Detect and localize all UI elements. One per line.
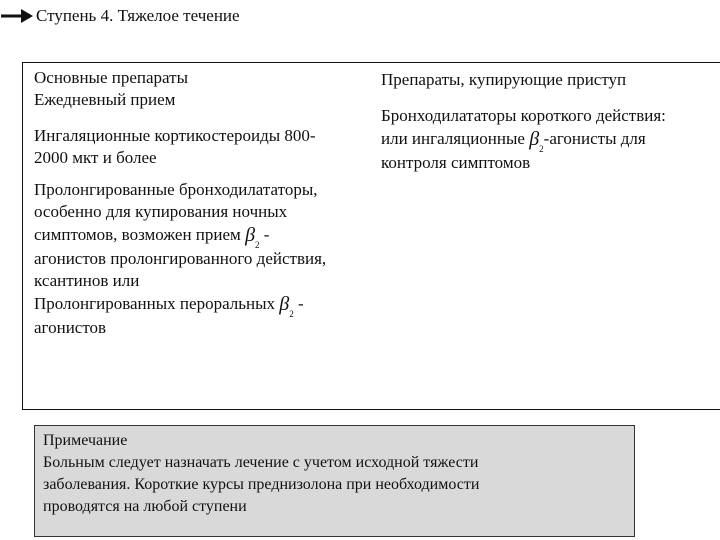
basic-drugs-column: [34, 67, 384, 339]
beta-subscript: 2: [289, 309, 294, 319]
note-text-line: заболевания. Короткие курсы преднизолона при необходимости: [43, 476, 480, 493]
basic-drugs-header: Основные препараты: [34, 68, 189, 87]
rescue-text-line: [381, 127, 720, 152]
ics-text-line: 2000 мкт и более: [34, 148, 157, 167]
laba-text-line: [34, 223, 384, 248]
oral-text-line: [34, 292, 384, 317]
laba-text-fragment: -: [263, 225, 270, 244]
treatment-table: [22, 62, 720, 410]
note-text-line: Больным следует назначать лечение с учетом исходной тяжести: [43, 454, 479, 471]
rescue-text-fragment: или ингаляционные: [381, 129, 525, 148]
laba-text-line: ксантинов или: [34, 271, 140, 290]
oral-text-fragment: Пролонгированных пероральных: [34, 294, 276, 313]
rescue-text-line: Бронходилататоры короткого действия:: [381, 106, 666, 125]
oral-text-line: агонистов: [34, 318, 107, 337]
laba-text-line: Пролонгированные бронходилататоры,: [34, 180, 318, 199]
laba-text-fragment: симптомов, возможен прием: [34, 225, 241, 244]
page-title: Ступень 4. Тяжелое течение: [36, 6, 240, 25]
rescue-drugs-column: [381, 69, 720, 174]
right-arrow-icon: [1, 9, 33, 23]
laba-text-line: агонистов пролонгированного действия,: [34, 249, 327, 268]
note-title: Примечание: [43, 432, 128, 449]
beta-symbol: β: [245, 224, 256, 246]
note-text-line: проводятся на любой ступени: [43, 498, 247, 515]
daily-intake-label: Ежедневный прием: [34, 90, 176, 109]
beta-subscript: 2: [539, 144, 544, 154]
rescue-drugs-header: Препараты, купирующие приступ: [381, 70, 627, 89]
oral-text-fragment: -: [297, 294, 304, 313]
beta-symbol: β: [529, 128, 540, 150]
ics-text-line: Ингаляционные кортикостероиды 800-: [34, 126, 316, 145]
rescue-text-fragment: -агонисты для: [543, 129, 646, 148]
page-heading: [0, 4, 400, 28]
beta-symbol: β: [279, 293, 290, 315]
rescue-text-line: контроля симптомов: [381, 153, 531, 172]
laba-text-line: особенно для купирования ночных: [34, 202, 288, 221]
beta-subscript: 2: [255, 240, 260, 250]
note-box: [34, 425, 635, 537]
